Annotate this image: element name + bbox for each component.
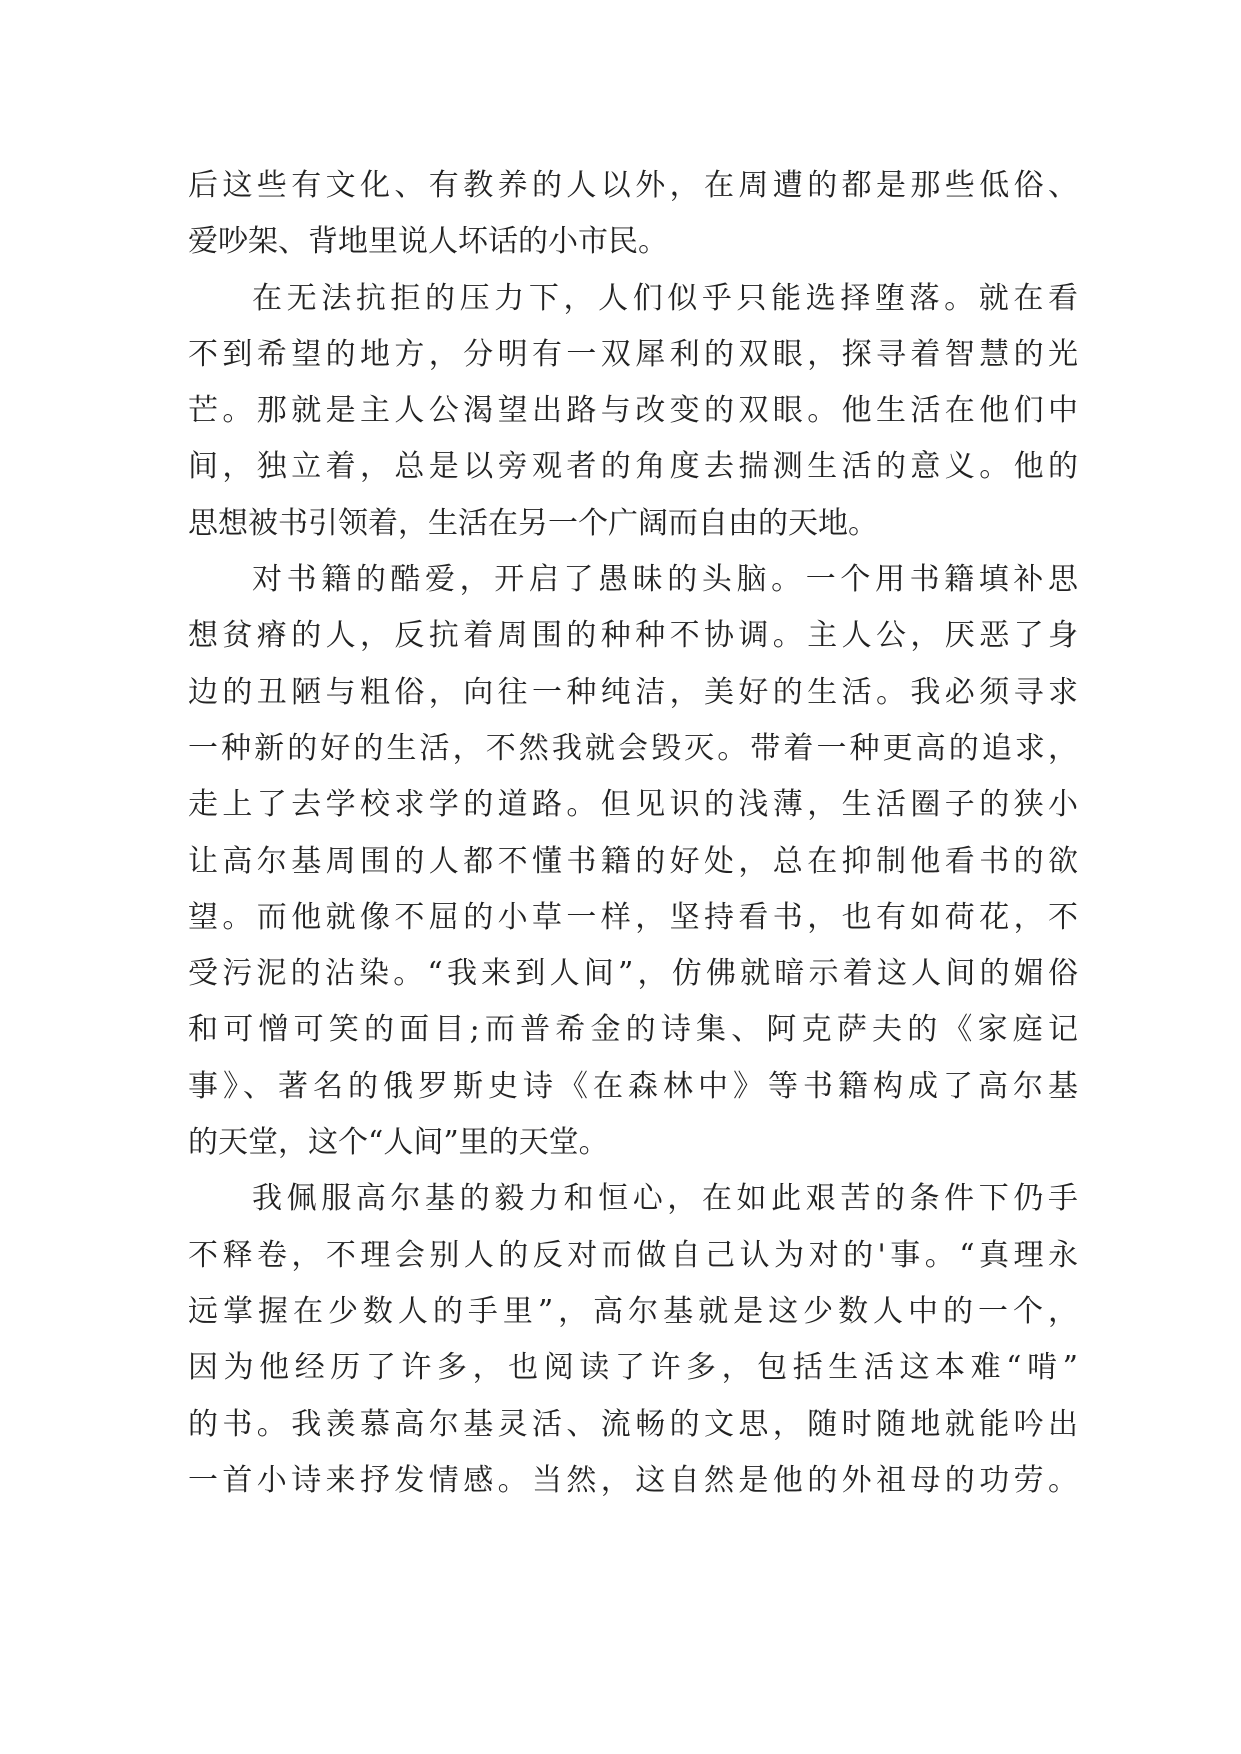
text-line: 远掌握在少数人的手里”，高尔基就是这少数人中的一个， [188, 1293, 1078, 1329]
text-line: 想贫瘠的人，反抗着周围的种种不协调。主人公，厌恶了身 [188, 618, 1078, 654]
text-line: 受污泥的沾染。“我来到人间”，仿佛就暗示着这人间的媚俗 [188, 956, 1078, 992]
text-line: 思想被书引领着，生活在另一个广阔而自由的天地。 [188, 505, 878, 541]
paragraph [188, 552, 1078, 1171]
text-line: 望。而他就像不屈的小草一样，坚持看书，也有如荷花，不 [188, 899, 1078, 935]
text-line: 在无法抗拒的压力下，人们似乎只能选择堕落。就在看 [252, 280, 1078, 316]
text-line: 我佩服高尔基的毅力和恒心，在如此艰苦的条件下仍手 [252, 1181, 1078, 1217]
essay-body [188, 158, 1078, 1509]
text-line: 不释卷，不理会别人的反对而做自己认为对的'事。“真理永 [188, 1237, 1078, 1273]
text-line: 事》、著名的俄罗斯史诗《在森林中》等书籍构成了高尔基 [188, 1068, 1078, 1104]
text-line: 走上了去学校求学的道路。但见识的浅薄，生活圈子的狭小 [188, 787, 1078, 823]
paragraph [188, 1171, 1078, 1509]
text-line: 后这些有文化、有教养的人以外，在周遭的都是那些低俗、 [188, 168, 1078, 203]
text-line: 间，独立着，总是以旁观者的角度去揣测生活的意义。他的 [188, 449, 1078, 485]
text-line: 因为他经历了许多，也阅读了许多，包括生活这本难“啃” [188, 1350, 1078, 1386]
paragraph [188, 271, 1078, 552]
text-line: 一种新的好的生活，不然我就会毁灭。带着一种更高的追求， [188, 730, 1078, 766]
text-line: 不到希望的地方，分明有一双犀利的双眼，探寻着智慧的光 [188, 336, 1078, 372]
text-line: 和可憎可笑的面目;而普希金的诗集、阿克萨夫的《家庭记 [188, 1012, 1078, 1048]
text-line: 爱吵架、背地里说人坏话的小市民。 [188, 224, 668, 260]
text-line: 对书籍的酷爱，开启了愚昧的头脑。一个用书籍填补思 [252, 562, 1078, 598]
text-line: 的天堂，这个“人间”里的天堂。 [188, 1125, 609, 1161]
text-line: 的书。我羡慕高尔基灵活、流畅的文思，随时随地就能吟出 [188, 1406, 1078, 1442]
text-line: 让高尔基周围的人都不懂书籍的好处，总在抑制他看书的欲 [188, 843, 1078, 879]
text-line: 一首小诗来抒发情感。当然，这自然是他的外祖母的功劳。 [188, 1462, 1078, 1498]
paragraph [188, 158, 1078, 271]
text-line: 芒。那就是主人公渴望出路与改变的双眼。他生活在他们中 [188, 393, 1078, 429]
text-line: 边的丑陋与粗俗，向往一种纯洁，美好的生活。我必须寻求 [188, 674, 1078, 710]
